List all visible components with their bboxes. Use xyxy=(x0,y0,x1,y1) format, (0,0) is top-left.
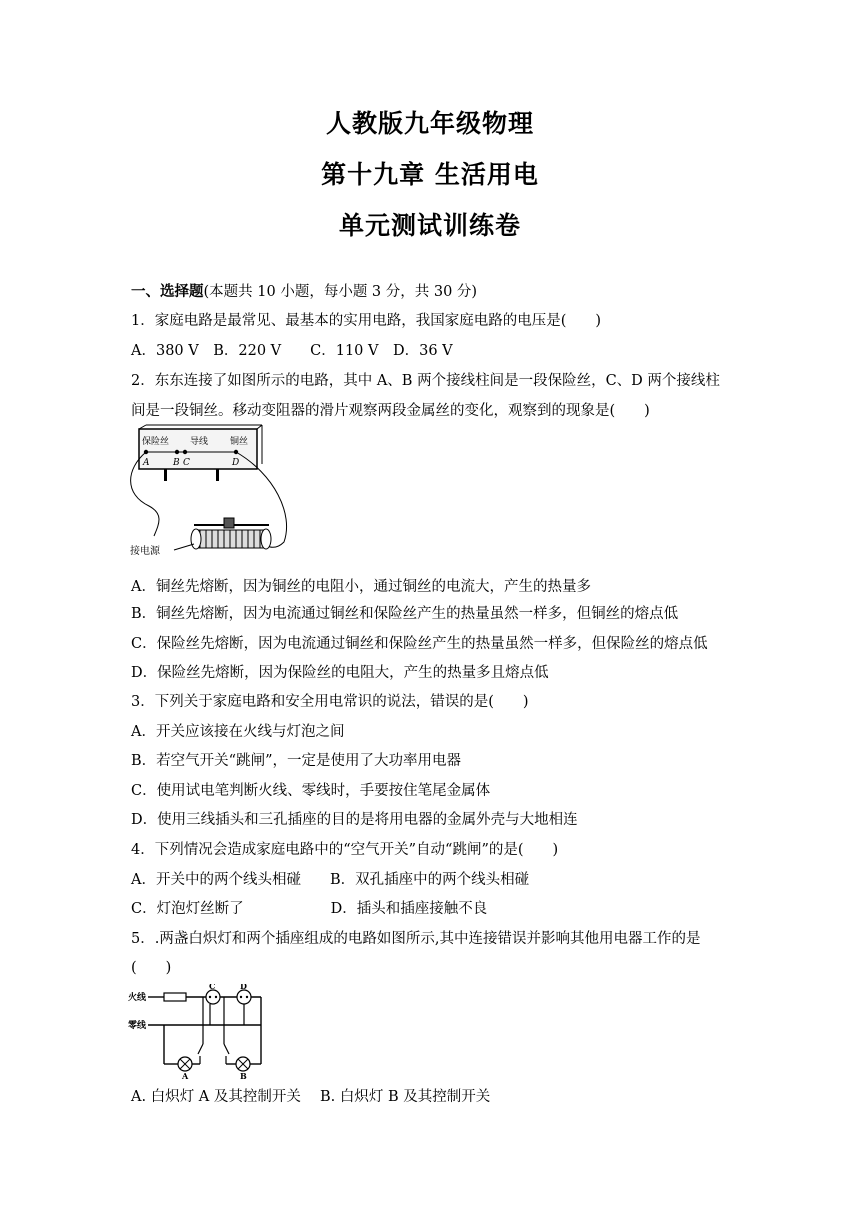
lamp-b-label: B xyxy=(240,1071,247,1080)
terminal-b xyxy=(175,450,179,454)
q2-stem-line1: 2．东东连接了如图所示的电路，其中 A、B 两个接线柱间是一段保险丝，C、D 两个接线柱 xyxy=(131,373,720,389)
fuse-label: 保险丝 xyxy=(142,437,170,447)
label-b: B xyxy=(173,458,180,468)
q2-option-b: B．铜丝先熔断，因为电流通过铜丝和保险丝产生的热量虽然一样多，但铜丝的熔点低 xyxy=(131,606,679,622)
socket-c-label: C xyxy=(209,984,216,991)
lamp-a-icon xyxy=(178,1057,192,1071)
q5-stem-line1: 5．.两盏白炽灯和两个插座组成的电路如图所示,其中连接错误并影响其他用电器工作的是 xyxy=(131,931,701,947)
q5-options: A. 白炽灯 A 及其控制开关 B. 白炽灯 B 及其控制开关 xyxy=(131,1089,491,1105)
q2-option-c: C．保险丝先熔断，因为电流通过铜丝和保险丝产生的热量虽然一样多，但保险丝的熔点低 xyxy=(131,636,708,652)
title-line-3: 单元测试训练卷 xyxy=(338,211,521,240)
label-c: C xyxy=(183,458,190,468)
q1-options: A．380 V B．220 V C．110 V D．36 V xyxy=(131,343,453,359)
q3-option-a: A．开关应该接在火线与灯泡之间 xyxy=(131,724,345,740)
wire-label: 导线 xyxy=(190,437,209,447)
title-line-1: 人教版九年级物理 xyxy=(325,109,534,138)
socket-d-label: D xyxy=(240,984,247,991)
q2-stem-line2: 间是一段铜丝。移动变阻器的滑片观察两段金属丝的变化，观察到的现象是( ) xyxy=(131,403,650,419)
q4-options-cd: C．灯泡灯丝断了 D．插头和插座接触不良 xyxy=(131,901,488,917)
lamp-b-icon xyxy=(236,1057,250,1071)
neutral-wire-label: 零线 xyxy=(128,1021,147,1031)
q3-stem: 3．下列关于家庭电路和安全用电常识的说法，错误的是( ) xyxy=(131,694,529,710)
q2-circuit-figure xyxy=(124,424,299,559)
q5-stem-line2: ( ) xyxy=(131,960,172,976)
label-a: A xyxy=(143,458,150,468)
q3-option-d: D．使用三线插头和三孔插座的目的是将用电器的金属外壳与大地相连 xyxy=(131,812,578,828)
title-line-2: 第十九章 生活用电 xyxy=(321,160,539,189)
section-heading-title: 一、选择题 xyxy=(131,284,204,300)
live-wire-label: 火线 xyxy=(128,993,147,1003)
terminal-c xyxy=(183,450,187,454)
section-heading-note: (本题共 10 小题，每小题 3 分，共 30 分) xyxy=(203,284,478,300)
section-heading xyxy=(131,282,477,302)
q3-option-b: B．若空气开关“跳闸”，一定是使用了大功率用电器 xyxy=(131,753,461,769)
label-d: D xyxy=(232,458,240,468)
q3-option-c: C．使用试电笔判断火线、零线时，手要按住笔尾金属体 xyxy=(131,783,491,799)
q5-circuit-figure xyxy=(128,984,268,1080)
q1-stem: 1．家庭电路是最常见、最基本的实用电路，我国家庭电路的电压是( ) xyxy=(131,313,602,329)
lamp-a-label: A xyxy=(182,1071,189,1080)
switch-a xyxy=(198,1044,203,1054)
q4-options-ab: A．开关中的两个线头相碰 B．双孔插座中的两个线头相碰 xyxy=(131,872,530,888)
q4-stem: 4．下列情况会造成家庭电路中的“空气开关”自动“跳闸”的是( ) xyxy=(131,842,559,858)
terminal-board xyxy=(139,429,257,469)
rheostat xyxy=(191,518,271,549)
switch-b xyxy=(224,1044,229,1054)
power-label: 接电源 xyxy=(130,546,160,557)
fuse-symbol xyxy=(164,993,186,1001)
socket-d xyxy=(237,990,251,1025)
socket-c xyxy=(206,990,220,1025)
copper-label: 铜丝 xyxy=(230,437,249,447)
q2-option-a: A．铜丝先熔断，因为铜丝的电阻小，通过铜丝的电流大，产生的热量多 xyxy=(131,579,591,595)
q2-option-d: D．保险丝先熔断，因为保险丝的电阻大，产生的热量多且熔点低 xyxy=(131,665,549,681)
